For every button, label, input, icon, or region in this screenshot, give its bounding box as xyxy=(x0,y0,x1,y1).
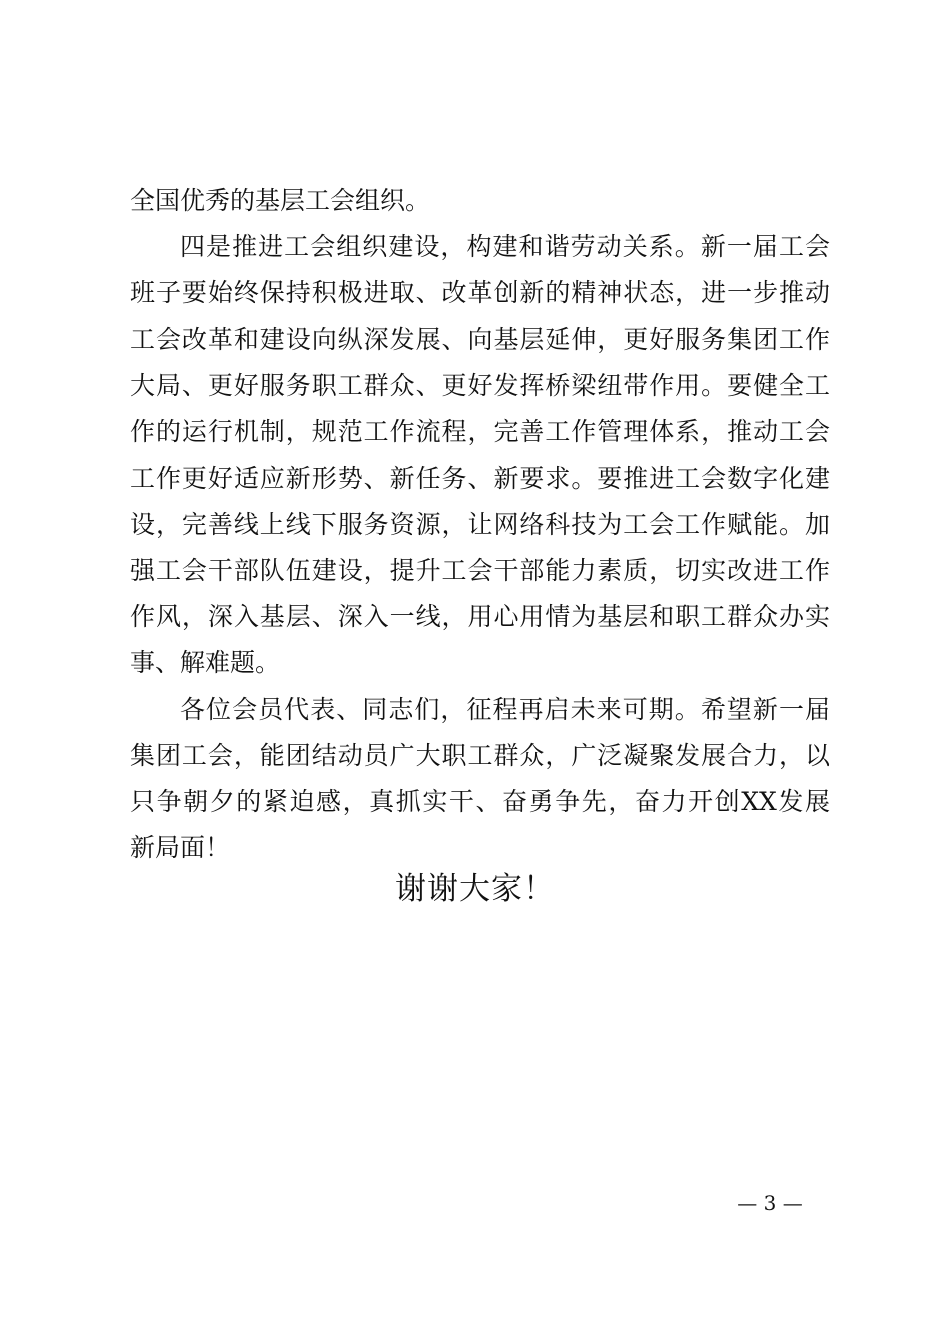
paragraph-3-line-1: 各位会员代表、同志们，征程再启未来可期。希望新一届 xyxy=(180,695,830,724)
paragraph-2-line-2: 班子要始终保持积极进取、改革创新的精神状态，进一步推动 xyxy=(130,278,830,307)
paragraph-3-line-2: 集团工会，能团结动员广大职工群众，广泛凝聚发展合力，以 xyxy=(130,741,830,770)
paragraph-3-line-3: 只争朝夕的紧迫感，真抓实干、奋勇争先，奋力开创XX发展 xyxy=(130,787,830,816)
paragraph-3-line-4: 新局面！ xyxy=(130,833,231,862)
paragraph-2-line-7: 设，完善线上线下服务资源，让网络科技为工会工作赋能。加 xyxy=(130,510,830,539)
page-number: — 3 — xyxy=(737,1191,803,1215)
paragraph-2-line-8: 强工会干部队伍建设，提升工会干部能力素质，切实改进工作 xyxy=(130,556,830,585)
paragraph-2-line-1: 四是推进工会组织建设，构建和谐劳动关系。新一届工会 xyxy=(180,232,830,261)
paragraph-2-line-9: 作风，深入基层、深入一线，用心用情为基层和职工群众办实 xyxy=(130,602,830,631)
paragraph-1-line-1: 全国优秀的基层工会组织。 xyxy=(130,186,431,215)
paragraph-2-line-3: 工会改革和建设向纵深发展、向基层延伸，更好服务集团工作 xyxy=(130,325,830,354)
paragraph-2-line-10: 事、解难题。 xyxy=(130,648,281,677)
paragraph-2-line-6: 工作更好适应新形势、新任务、新要求。要推进工会数字化建 xyxy=(130,464,830,493)
paragraph-2-line-4: 大局、更好服务职工群众、更好发挥桥梁纽带作用。要健全工 xyxy=(130,371,830,400)
closing-thanks: 谢谢大家！ xyxy=(395,871,555,907)
paragraph-2-line-5: 作的运行机制，规范工作流程，完善工作管理体系，推动工会 xyxy=(130,417,830,446)
